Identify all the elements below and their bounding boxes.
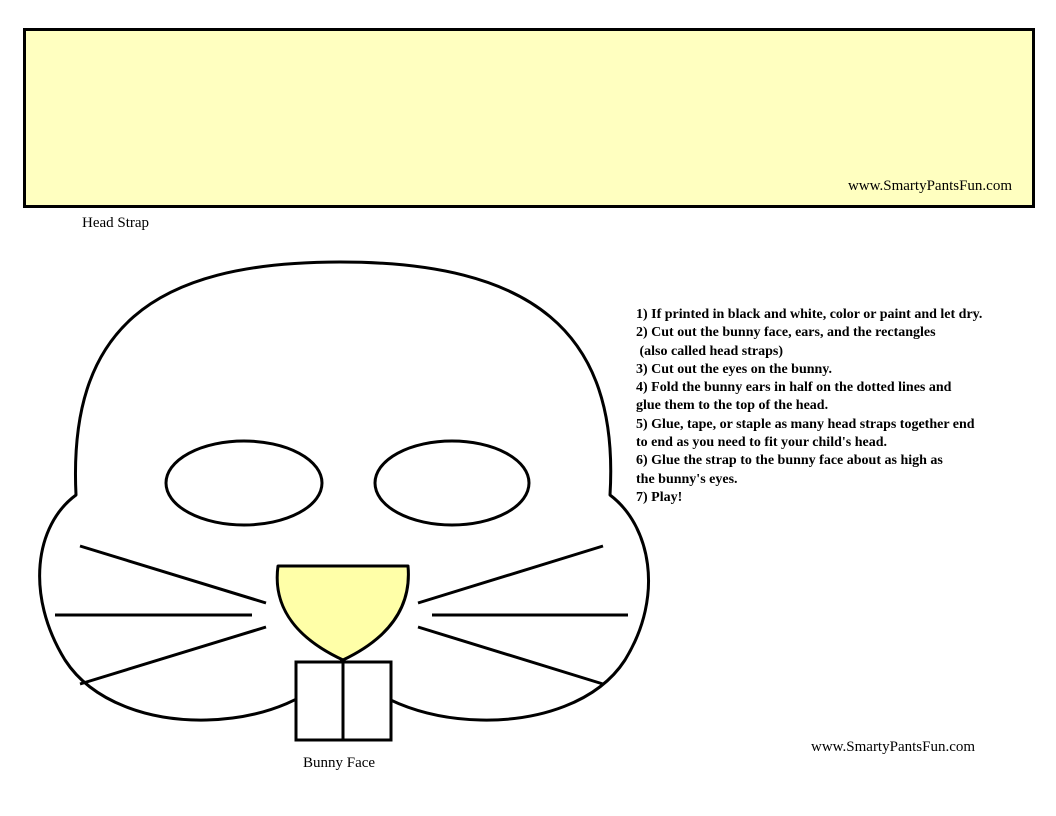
right-tooth xyxy=(343,662,391,740)
instruction-line: to end as you need to fit your child's head. xyxy=(636,435,887,451)
page-url: www.SmartyPantsFun.com xyxy=(811,739,976,755)
instructions-list xyxy=(636,306,982,507)
instruction-line: 3) Cut out the eyes on the bunny. xyxy=(636,361,833,377)
instruction-line: 5) Glue, tape, or staple as many head straps together end xyxy=(636,416,975,432)
head-strap-caption: Head Strap xyxy=(82,215,150,231)
instruction-line: the bunny's eyes. xyxy=(636,471,738,487)
instruction-line: glue them to the top of the head. xyxy=(636,398,829,414)
bunny-face-caption: Bunny Face xyxy=(303,755,376,771)
left-tooth xyxy=(296,662,343,740)
instruction-line: 2) Cut out the bunny face, ears, and the rectangles xyxy=(636,325,936,341)
instruction-line: 1) If printed in black and white, color or paint and let dry. xyxy=(636,307,983,322)
left-eye-cutout xyxy=(166,441,322,525)
instruction-line: 4) Fold the bunny ears in half on the dotted lines and xyxy=(636,380,952,396)
instruction-line: 6) Glue the strap to the bunny face about as high as xyxy=(636,453,943,469)
right-eye-cutout xyxy=(375,441,529,525)
instruction-line: 7) Play! xyxy=(636,489,683,505)
instruction-line: (also called head straps) xyxy=(636,343,783,359)
head-strap-url: www.SmartyPantsFun.com xyxy=(847,178,1012,194)
